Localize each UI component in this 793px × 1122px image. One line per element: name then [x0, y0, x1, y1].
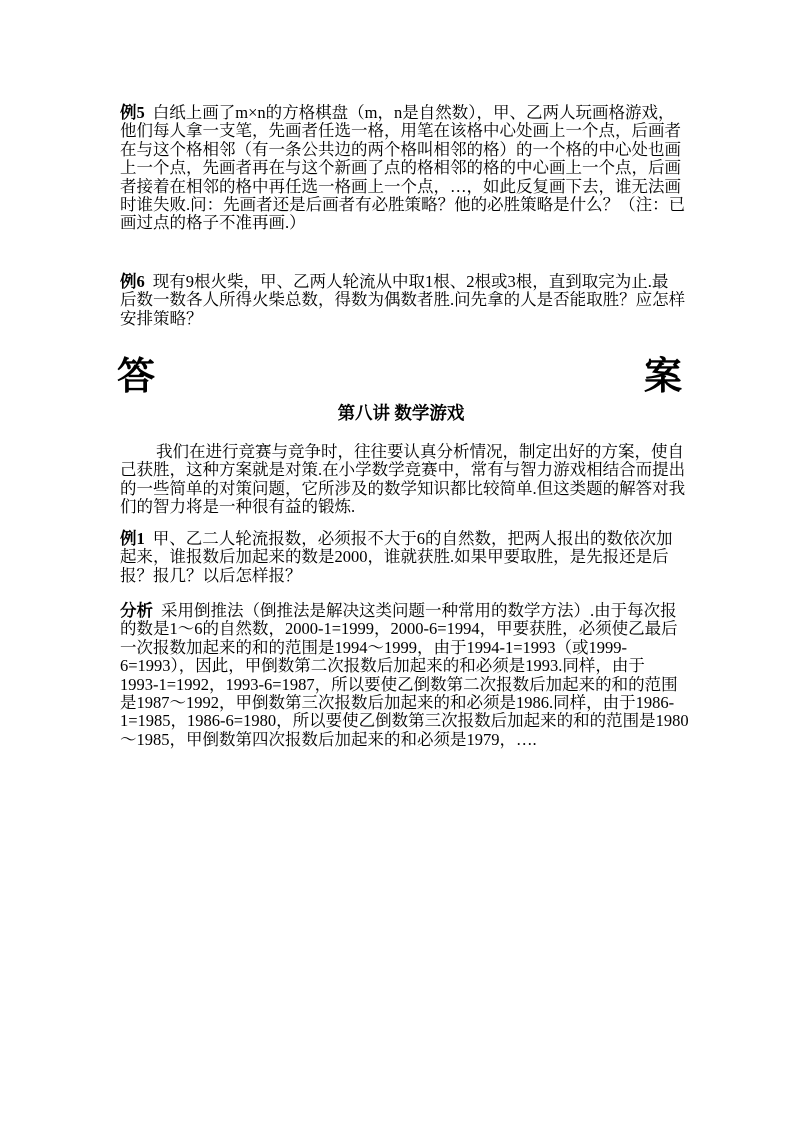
answer-heading-right-char: 案 [643, 356, 682, 398]
text-segment: 白纸上画了m×n的方格棋盘（m，n是自然数），甲、乙两人玩画格游戏， [152, 103, 675, 122]
answer-heading [117, 356, 682, 398]
text-line: 是1987～1992，甲倒数第三次报数后加起来的和必须是1986.同样，由于1986- [120, 693, 675, 713]
text-line: 己获胜，这种方案就是对策.在小学数学竞赛中，常有与智力游戏相结合而提出 [120, 460, 686, 480]
text-line: 者接着在相邻的格中再任选一格画上一个点，…，如此反复画下去，谁无法画 [120, 176, 681, 196]
text-line: 画过点的格子不准再画.） [120, 213, 306, 233]
text-line: 1=1985，1986-6=1980，所以要使乙倒数第三次报数后加起来的和的范围是1980 [120, 711, 689, 731]
text-line: 我们在进行竞赛与竞争时，往往要认真分析情况，制定出好的方案，使自 [156, 442, 684, 461]
text-line: 在与这个格相邻（有一条公共边的两个格叫相邻的格）的一个格的中心处也画 [120, 139, 681, 159]
section-heading: 第八讲 数学游戏 [337, 403, 465, 423]
text-line: 一次报数加起来的和的范围是1994～1999，由于1994-1=1993（或1999- [120, 637, 628, 657]
text-line: ～1985，甲倒数第四次报数后加起来的和必须是1979，…. [120, 729, 537, 749]
text-line: 后数一数各人所得火柴总数，得数为偶数者胜.问先拿的人是否能取胜？应怎样 [120, 290, 686, 310]
text-line: 报？报几？以后怎样报？ [120, 565, 302, 585]
text-line [120, 273, 682, 291]
text-line: 他们每人拿一支笔，先画者任选一格，用笔在该格中心处画上一个点，后画者 [120, 121, 681, 141]
text-line: 6=1993），因此，甲倒数第二次报数后加起来的和必须是1993.同样，由于 [120, 656, 645, 676]
text-line: 起来，谁报数后加起来的数是2000，谁就获胜.如果甲要取胜，是先报还是后 [120, 547, 669, 567]
text-line: 1993-1=1992，1993-6=1987，所以要使乙倒数第二次报数后加起来的和的范围 [120, 674, 678, 694]
answer-heading-left-char: 答 [117, 356, 156, 398]
example-6-paragraph [120, 272, 686, 328]
intro-paragraph [120, 442, 686, 517]
example-1-paragraph [120, 530, 682, 585]
text-line: 们的智力将是一种很有益的锻炼. [120, 497, 356, 517]
analysis-paragraph [120, 601, 689, 749]
text-line [120, 104, 682, 122]
analysis-label: 分析 [120, 601, 153, 620]
text-line: 的数是1～6的自然数，2000-1=1999，2000-6=1994，甲要获胜，必须使乙最后 [120, 619, 678, 639]
text-line: 安排策略？ [120, 308, 203, 328]
text-segment: 甲、乙二人轮流报数，必须报不大于6的自然数，把两人报出的数依次加 [152, 529, 673, 548]
text-line: 的一些简单的对策问题，它所涉及的数学知识都比较简单.但这类题的解答对我 [120, 478, 686, 498]
text-line [120, 602, 682, 620]
example-6-label: 例6 [120, 272, 145, 291]
text-segment: 采用倒推法（倒推法是解决这类问题一种常用的数学方法）.由于每次报 [161, 601, 677, 620]
example-5-paragraph [120, 103, 686, 233]
text-line: 上一个点，先画者再在与这个新画了点的格相邻的格的中心画上一个点，后画 [120, 158, 681, 178]
text-segment: 现有9根火柴，甲、乙两人轮流从中取1根、2根或3根，直到取完为止.最 [152, 272, 669, 291]
example-5-label: 例5 [120, 103, 145, 122]
example-1-label: 例1 [120, 529, 145, 548]
text-line: 时谁失败.问：先画者还是后画者有必胜策略？他的必胜策略是什么？（注：已 [120, 195, 686, 215]
text-line [120, 530, 682, 548]
